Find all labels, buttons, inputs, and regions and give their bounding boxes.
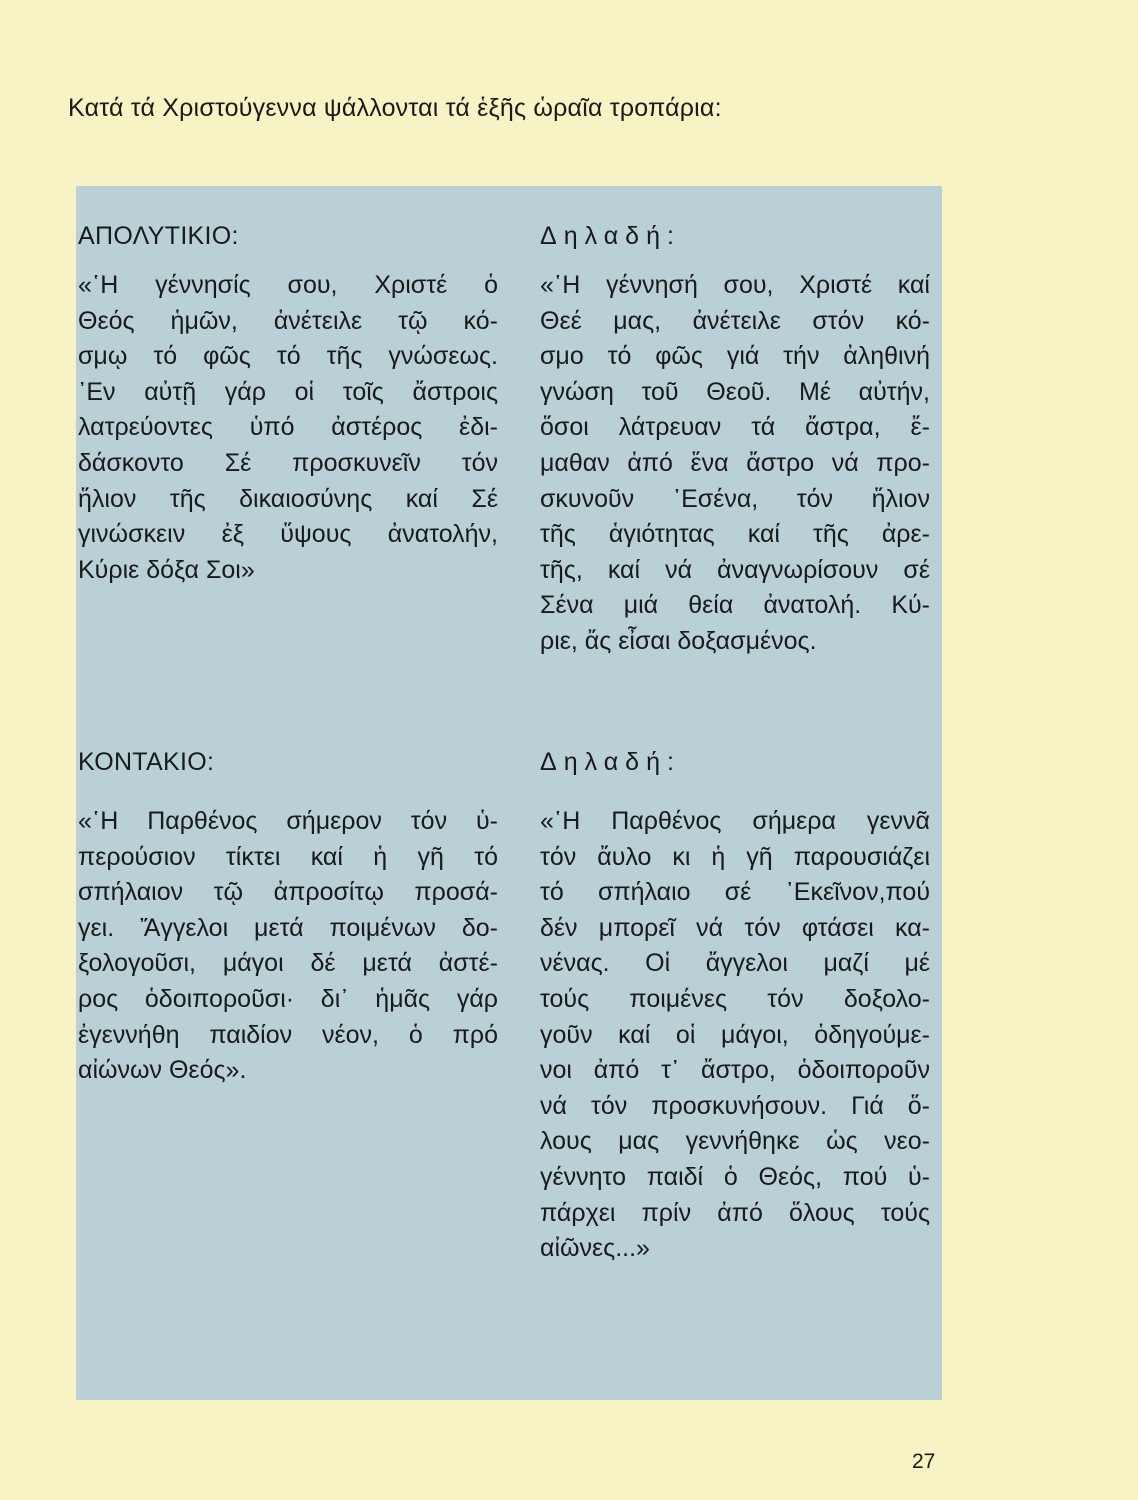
text-line: «῾Η γέννησή σου, Χριστέ καί [540, 271, 930, 299]
text-line: Σένα μιά θεία ἀνατολή. Κύ- [540, 591, 930, 620]
text-line: δάσκοντο Σέ προσκυνεῖν τόν [78, 448, 498, 477]
text-line: σμο τό φῶς γιά τήν ἀληθινή [540, 342, 930, 371]
text-line: σκυνοῦν ᾿Εσένα, τόν ἥλιον [540, 484, 930, 513]
text-line: σμῳ τό φῶς τό τῆς γνώσεως. [78, 342, 498, 371]
text-line: μαθαν ἀπό ἕνα ἄστρο νά προ- [540, 448, 930, 477]
apolytikio-meaning-title: Δηλαδή: [540, 222, 681, 250]
kontakio-meaning-title: Δηλαδή: [540, 748, 681, 776]
text-line: ἥλιον τῆς δικαιοσύνης καί Σέ [78, 484, 498, 513]
text-line: σπήλαιον τῷ ἀπροσίτῳ προσά- [78, 878, 498, 907]
text-line: τόν ἄυλο κι ἡ γῆ παρουσιάζει [540, 842, 930, 871]
text-line: αἰῶνες...» [540, 1234, 650, 1263]
text-line: ᾿Εν αὐτῇ γάρ οἱ τοῖς ἄστροις [78, 377, 498, 406]
text-line: τῆς ἁγιότητας καί τῆς ἀρε- [540, 520, 930, 549]
text-line: ἐγεννήθη παιδίον νέον, ὁ πρό [78, 1020, 498, 1049]
apolytikio-title: ΑΠΟΛΥΤΙΚΙΟ: [78, 222, 239, 250]
text-line: νοι ἀπό τ᾿ ἄστρο, ὁδοιποροῦν [540, 1056, 930, 1085]
text-line: «῾Η Παρθένος σήμερον τόν ὑ- [78, 807, 498, 835]
text-line: ὅσοι λάτρευαν τά ἄστρα, ἔ- [540, 413, 930, 442]
text-line: γοῦν καί οἱ μάγοι, ὁδηγούμε- [540, 1020, 930, 1049]
text-line: τό σπήλαιο σέ ᾿Εκεῖνον,πού [540, 878, 930, 907]
text-line: τούς ποιμένες τόν δοξολο- [540, 984, 930, 1013]
text-line: περούσιον τίκτει καί ἡ γῆ τό [78, 842, 498, 871]
text-line: πάρχει πρίν ἀπό ὅλους τούς [540, 1198, 930, 1227]
text-line: αἰώνων Θεός». [78, 1056, 247, 1085]
text-line: νά τόν προσκυνήσουν. Γιά ὅ- [540, 1091, 930, 1120]
text-line: Κύριε δόξα Σοι» [78, 555, 255, 584]
intro-sentence: Κατά τά Χριστούγεννα ψάλλονται τά ἑξῆς ὡραῖα τροπάρια: [68, 94, 722, 122]
kontakio-title: ΚΟΝΤΑΚΙΟ: [78, 748, 215, 776]
text-line: γει. Ἄγγελοι μετά ποιμένων δο- [78, 913, 498, 942]
text-line: γέννητο παιδί ὁ Θεός, πού ὑ- [540, 1162, 930, 1191]
text-line: Θεός ἡμῶν, ἀνέτειλε τῷ κό- [78, 306, 498, 335]
text-line: νένας. Οἱ ἄγγελοι μαζί μέ [540, 949, 930, 978]
apolytikio-meaning-text [540, 268, 930, 660]
page-number: 27 [912, 1450, 936, 1473]
text-line: ρος ὁδοιποροῦσι· δι᾿ ἡμᾶς γάρ [78, 984, 498, 1013]
text-line: λους μας γεννήθηκε ὡς νεο- [540, 1127, 930, 1156]
text-line: ξολογοῦσι, μάγοι δέ μετά ἀστέ- [78, 949, 498, 978]
text-line: Θεέ μας, ἀνέτειλε στόν κό- [540, 306, 930, 335]
text-line: «῾Η Παρθένος σήμερα γεννᾶ [540, 807, 930, 835]
text-line: τῆς, καί νά ἀναγνωρίσουν σέ [540, 555, 930, 584]
text-line: δέν μπορεῖ νά τόν φτάσει κα- [540, 913, 930, 942]
apolytikio-text [78, 268, 498, 588]
text-line: ριε, ἄς εἶσαι δοξασμένος. [540, 626, 817, 655]
text-line: γινώσκειν ἐξ ὕψους ἀνατολήν, [78, 520, 498, 549]
text-line: «῾Η γέννησίς σου, Χριστέ ὁ [78, 271, 498, 299]
kontakio-text [78, 804, 498, 1089]
text-line: λατρεύοντες ὑπό ἀστέρος ἐδι- [78, 413, 498, 442]
text-line: γνώση τοῦ Θεοῦ. Μέ αὐτήν, [540, 377, 930, 406]
kontakio-meaning-text [540, 804, 930, 1267]
